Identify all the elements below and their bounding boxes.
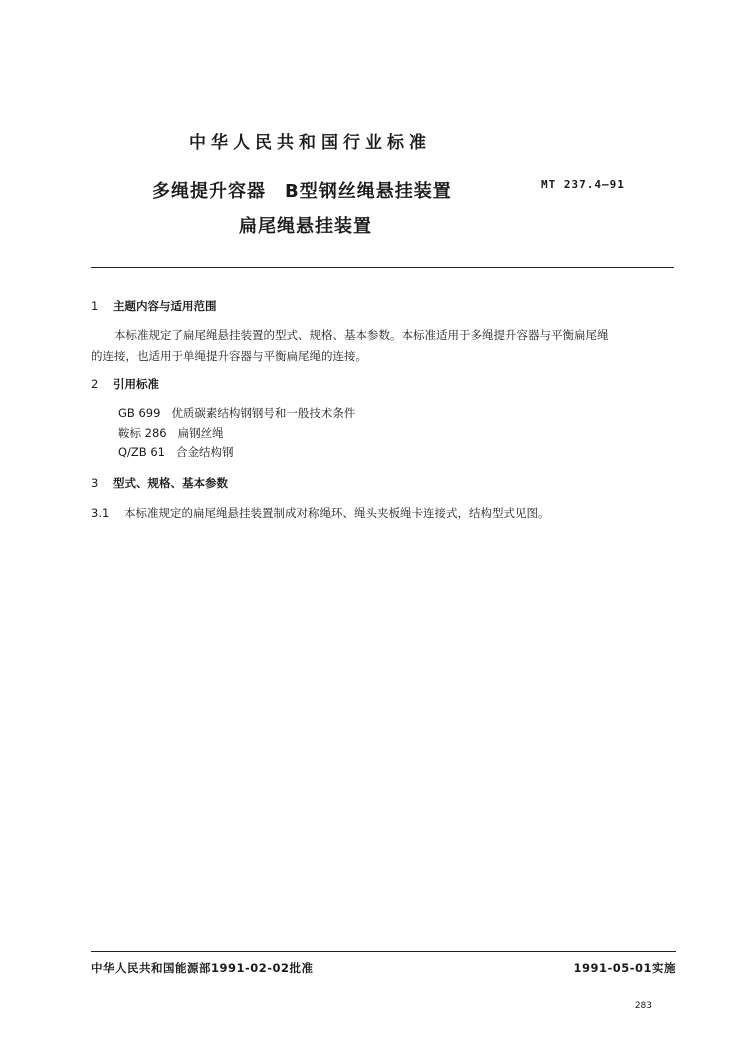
section-1-paragraph-line-1: 本标准规定了扁尾绳悬挂装置的型式、规格、基本参数。本标准适用于多绳提升容器与平衡扁尾绳 xyxy=(114,328,609,342)
standard-number: MT 237.4—91 xyxy=(541,178,625,191)
reference-code: Q/ZB 61 xyxy=(118,445,165,459)
clause-number: 3.1 xyxy=(91,506,110,520)
section-number: 1 xyxy=(91,299,99,313)
reference-code: 鞍标 286 xyxy=(118,426,167,440)
reference-title: 合金结构钢 xyxy=(175,445,234,459)
title-line-1: 多绳提升容器 B型钢丝绳悬挂装置 xyxy=(152,181,452,202)
section-number: 3 xyxy=(91,476,99,490)
clause-3-1 xyxy=(91,505,550,521)
reference-item xyxy=(118,444,233,460)
reference-title: 扁钢丝绳 xyxy=(177,426,224,440)
reference-item xyxy=(118,425,224,441)
section-1-heading xyxy=(91,298,217,314)
clause-text: 本标准规定的扁尾绳悬挂装置制成对称绳环、绳头夹板绳卡连接式，结构型式见图。 xyxy=(124,506,550,520)
section-3-heading xyxy=(91,475,228,491)
title-line-2: 扁尾绳悬挂装置 xyxy=(239,216,372,237)
page-number: 283 xyxy=(634,1001,652,1011)
footer-divider xyxy=(91,951,676,952)
document-header: 中华人民共和国行业标准 xyxy=(189,133,431,153)
approval-line: 中华人民共和国能源部1991-02-02批准 xyxy=(91,961,314,975)
reference-item xyxy=(118,405,355,421)
section-1-paragraph-line-2: 的连接，也适用于单绳提升容器与平衡扁尾绳的连接。 xyxy=(91,349,367,363)
section-title: 型式、规格、基本参数 xyxy=(113,476,228,490)
implementation-date: 1991-05-01实施 xyxy=(573,961,676,975)
reference-title: 优质碳素结构钢钢号和一般技术条件 xyxy=(171,406,356,420)
reference-code: GB 699 xyxy=(118,406,161,420)
section-number: 2 xyxy=(91,377,99,391)
section-2-heading xyxy=(91,376,159,392)
top-divider xyxy=(91,267,674,268)
section-title: 主题内容与适用范围 xyxy=(113,299,217,313)
section-title: 引用标准 xyxy=(113,377,159,391)
